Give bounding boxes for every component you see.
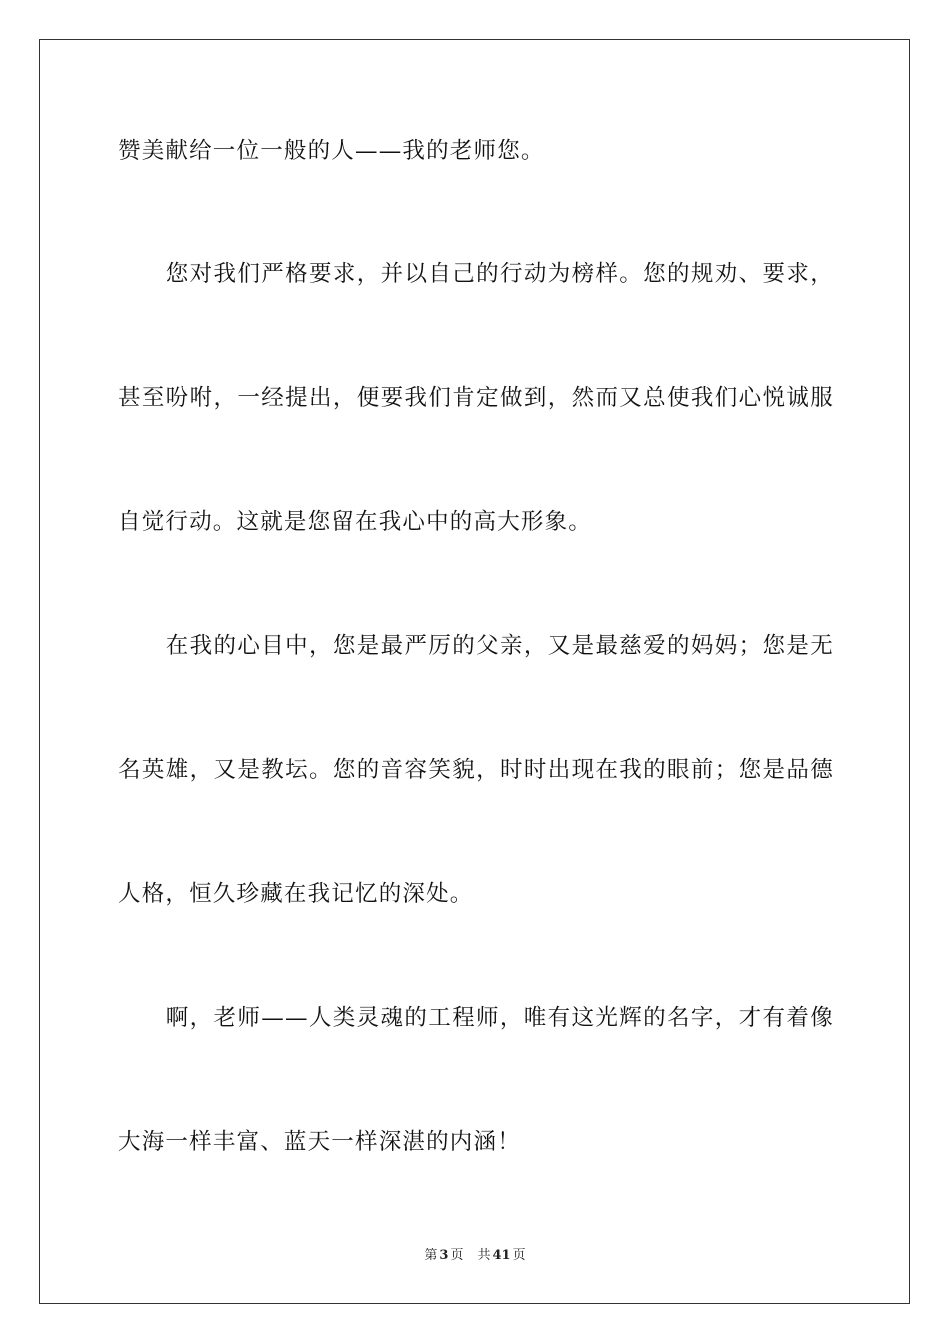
page-number: 3 xyxy=(439,1248,449,1263)
text-line-2: 您对我们严格要求，并以自己的行动为榜样。您的规劝、要求， xyxy=(118,261,834,287)
text-line-5: 在我的心目中，您是最严厉的父亲，又是最慈爱的妈妈；您是无 xyxy=(118,633,834,659)
total-suffix: 页 xyxy=(512,1248,526,1263)
text-line-4: 自觉行动。这就是您留在我心中的高大形象。 xyxy=(118,509,593,535)
total-pages: 41 xyxy=(492,1248,511,1263)
text-line-6: 名英雄，又是教坛。您的音容笑貌，时时出现在我的眼前；您是品德 xyxy=(118,757,834,783)
text-line-9: 大海一样丰富、蓝天一样深湛的内涵！ xyxy=(118,1129,521,1155)
text-line-3: 甚至吩咐，一经提出，便要我们肯定做到，然而又总使我们心悦诚服 xyxy=(118,385,834,411)
total-prefix: 共 xyxy=(477,1248,491,1263)
page-suffix: 页 xyxy=(450,1248,464,1263)
text-line-8: 啊，老师——人类灵魂的工程师，唯有这光辉的名字，才有着像 xyxy=(118,1005,834,1031)
text-line-1: 赞美献给一位一般的人——我的老师您。 xyxy=(118,138,545,164)
text-line-7: 人格，恒久珍藏在我记忆的深处。 xyxy=(118,881,474,907)
page-footer xyxy=(0,1247,950,1265)
page-prefix: 第 xyxy=(424,1248,438,1263)
page-border xyxy=(39,39,910,1304)
